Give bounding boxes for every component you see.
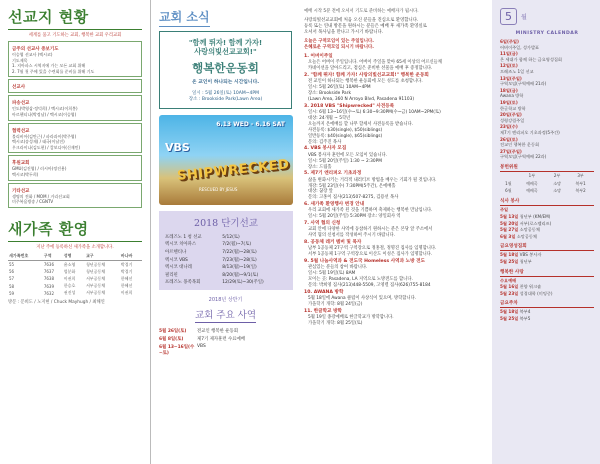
mission-trip-name: 아르헨티나 [165,249,187,255]
list-item-text: VBS 봉사자 [519,252,542,258]
table-cell: 서부공동체 [85,275,106,281]
news-item-line: 서부 1공동체 1구역 구역장으로 이산도 이성은 집사가 임명합니다. [308,252,433,258]
calendar-text: 온 세대가 함께 하는 금요영성집회 [500,56,562,62]
month-label: 월 [521,14,527,21]
news-item [304,309,486,327]
mission-trip-name: 멕시코 대나레 [165,265,192,271]
news-item-head: 9. 5월 나눔사역과 & 전도국 Homeless 사역과 노방 전도 [304,259,426,265]
extra-head: 행복한 사랑 [500,269,594,277]
prayer-rows [500,252,594,264]
event-date: 6월 8일(토) [159,337,184,343]
list-item-text: 청년부 (KM/EM) [519,214,551,220]
mission-block [8,95,142,120]
newcomers-intro: 지난 주에 등록하신 새가족을 소개합니다. [36,244,114,250]
calendar-text: 전교인 행복한 운동회 [500,142,540,148]
news-item-line: 일시: 5월 20일(주일) 1:30 ~ 2:30PM [308,158,382,164]
list-item [500,278,594,284]
news-item-head: 8. 공동체 레거 멤버 및 목자 [304,240,362,246]
event-date: 6월 13~16일(수~토) [159,345,195,357]
news-item-head: 6. 새가족 환영행사 변경 안내 [304,202,365,208]
calendar-entries [500,39,594,160]
news-item-line: 문의: 고홍이 집사(213)507-8275, 김용선 목사 [308,195,399,201]
mission-trip-name: 프레즈노 1 청 선교 [165,234,202,240]
banner-line1: "함께 뛰자! 함께 가자! [188,38,263,47]
table-row [8,290,142,297]
list-item [500,221,594,227]
list-item-text: 찬양 워크숍 [519,284,542,290]
banner-place: 장소 : Brookside Park(Lawn Area) [188,97,263,102]
list-item-date: 5월 23일 [500,290,519,296]
table-cell: 서부공동체 [85,283,106,289]
calendar-date: 19일(토) [500,99,518,105]
news-item [304,259,486,289]
vbs-logo: SHIPWRECKED [176,157,291,184]
year-events-table [159,327,292,357]
table-cell: 7632 [43,290,55,296]
table-cell: 7638 [43,276,55,282]
mission-trip-date: 7/2(월)~7(토) [222,242,252,248]
table-cell: 박경기 [120,261,133,267]
table-cell: 7639 [43,283,55,289]
mission-block-line: 멕시코(박두희) [12,171,39,177]
mission-trip-date: 12/29(토)~30(주일) [222,280,264,286]
offering-col-header: 1부 [528,173,536,179]
mission-block-line: 1. 지아파스 시역지에 가는 모든 교회 위해 [12,63,86,69]
news-item-line: 사전등록: $30(single), $50(siblings) [308,127,383,133]
mission-trip-date: 8/13(월)~19(일) [222,265,257,271]
table-row [165,271,287,279]
table-cell: 이권희 [120,290,133,296]
calendar-date: 12일(토) [500,63,518,69]
calendar-title: MINISTRY CALENDAR [515,31,579,36]
news-item-head: 5. 제7기 엔리퍼오 기초과정 [304,171,362,177]
news-item [304,202,486,220]
news-item-line: 개강: 5월 23일(수) 7:30PM(5주간), 온에배홀 [308,183,396,189]
table-cell: 북부2 [575,187,586,193]
short-term-table [165,233,287,286]
newcomers-table [8,253,142,297]
table-row [8,260,142,268]
table-cell: 예배곡 [526,187,538,193]
list-item [500,207,594,213]
list-item-date: 5월 18일 [500,252,519,258]
list-item-text: 청년부 [519,259,532,264]
mission-trip-date: 5/12(토) [222,234,240,240]
year-events-title: 교회 주요 사역 [195,307,256,323]
banner-line2: 사랑의빛선교교회!" [194,47,257,56]
short-term-mission-box [159,211,293,290]
calendar-entry [500,124,594,135]
newcomers-col-header: 교구 [85,253,120,261]
mission-block-head: 파송선교 [12,101,30,107]
mission-trip-name: 필리핀 [165,272,178,278]
list-item-text: 소망공동체 [516,233,537,239]
news-item-line: 우리 교회에 새가족 된 것을 기쁨하며 축제하는 행복한 만남입니다. [308,208,433,214]
table-cell: 엄분화 [63,268,76,274]
mission-block [8,41,142,77]
table-cell: 56 [9,269,15,275]
list-item-date: 5월 25일 [500,259,519,264]
mission-block [8,183,142,208]
calendar-date: 27일(주일) [500,148,522,154]
table-cell: 예배곡 [526,180,538,186]
table-cell: 한승호 [63,283,76,289]
news-item-line: 일시: 5월 26일(토) 10AM~4PM [308,85,371,91]
news-item-line: 일시: 5월 19일(토) 8AM [308,271,356,277]
table-cell: 6월 [505,187,512,193]
news-item-line: 교회 안에 다양한 사역에 동참하기 원하시는 분은 본당 앞 주소에서 [308,227,433,233]
worship-notice: 예배 시작 5분 전에 오셔서 기도로 준비하는 예배자가 됩시다. [304,9,419,14]
calendar-text: 어버이주일, 성가발표 [500,44,540,50]
table-row [8,282,142,289]
news-item-line: 문의: 김주진 목사 [308,139,342,145]
table-cell: 이권희 [63,275,76,281]
list-item [500,227,594,233]
year-events-sub: 2018년 상반기 [208,297,243,304]
news-item-line: 남부 1공동체 27구역 구역장으로 정홍철, 정명진 집사를 임명합니다. [308,246,437,252]
event-name: 전교인 행복한 운동회 [197,329,238,335]
calendar-text: 제7기 엔리퍼오 기초과정(5주간) [500,129,560,135]
news-item-line: 5월 18일에 Awana 클럽이 사상식이 있으며, 방학합니다. [308,296,417,302]
calendar-text: 구역모임(구역예배 22과) [500,154,547,160]
table-cell: 권진성 [63,290,76,296]
news-item-line: 일시: 6월 13~16일(수~토) 6:30~9:30PM(수~금) 10AM~2PM(토) [308,110,441,116]
calendar-entry [500,112,594,123]
table-row [165,263,287,271]
mission-trip-date: 7/23(월)~28(토) [222,257,257,263]
table-row [8,268,142,275]
table-cell: 57 [9,276,15,282]
mission-block-head: 금주의 선교사 중보기도 [12,47,59,52]
notice-line: 오늘은 구역모임이 있는 주일입니다. [304,39,374,44]
mission-block-line: 미주복음방송 / CGNTV [12,199,54,205]
table-row [165,233,287,241]
list-item-date: 5월 13일 [500,214,519,220]
calendar-date: 26일(토) [500,136,518,142]
table-row [8,275,142,282]
mission-block-line: 이승엽 선교사 (엑시코) [12,52,53,57]
news-item [304,54,486,72]
small-group-notice [304,39,486,51]
event-name: 제7기 제자훈련 수료예배 [197,337,245,343]
mission-block-line: 우크라이나(김도현) / 캄보디아(신재민) [12,144,81,150]
news-item-head: 3. 2018 VBS "Shipwrecked" 사전등록 [304,103,395,109]
mission-blocks [8,41,142,208]
news-item [304,240,486,258]
table-cell: 청년공동체 [85,261,106,267]
news-item-line: 모이는 곳: Pasadena, LA 지역으로 노방전도를 합니다. [308,277,413,283]
offering-col-header: 2부 [553,173,561,179]
offering-col-header [500,173,517,180]
vbs-label: VBS [165,141,190,154]
list-item-text: 북부4 [519,309,531,315]
calendar-date: 6일(주일) [500,39,519,44]
table-row [159,343,292,357]
mission-block-line: 멕시코(송성재) / 태국(이남진) [12,139,65,145]
welcome-line: 오셔서 목사님을 만나고 가시기 바랍니다. [304,30,384,35]
news-item-line: 오늘은 어버이 주일입니다. 어버이 주일을 맞아 65세 이상의 어르신들께 [308,60,442,66]
table-row [165,241,287,249]
mission-block-head: 협력선교 [12,128,30,134]
short-term-title: 2018 단기선교 [194,218,258,229]
list-item-date: 수요예배 [500,277,517,283]
list-item [500,214,594,220]
news-item-head: 11. 한글학교 방학 [304,309,342,315]
mission-block-line: 아르헨티나(박정남) / 멕시코(이승엽) [12,111,77,117]
calendar-entry [500,149,594,160]
table-cell: 서부공동체 [85,290,106,296]
calendar-text: 성령강림주일 [500,117,525,123]
news-item-line: 5월 19일 종강예배로 한글학교가 방학합니다. [308,315,394,321]
news-item-head: 2. "함께 뛰자! 함께 가자! 사랑의빛선교교회!" 행복한 운동회 [304,73,429,79]
month-number: 5 [500,8,517,25]
calendar-entry [500,51,594,62]
mission-trip-name: 프레즈노 몽족목회 [165,280,201,286]
table-row [500,180,594,187]
news-item-head: 4. VBS 봉사자 모집 [304,146,347,152]
mission-block-line: GMU(김진엽) / 러시아(정진용) [12,166,67,172]
news-item [304,290,486,308]
newcomers-col-header: 새가족번호 [8,253,43,261]
mission-header [8,6,142,30]
news-item-line: 사역 협의 신청서를 작성하여 주시기 바랍니다. [308,233,396,239]
ministry-calendar [492,0,600,464]
table-cell: 소망 [553,187,561,193]
prayer-head: 금요영성집회 [500,243,594,251]
news-item-line: VBS 봉사자 훈련에 모든 모임이 있습니다. [308,152,387,158]
calendar-text: 프레즈노 1일 선교 [500,68,534,74]
table-cell: 북부1 [575,180,586,186]
news-item-head: 1. 어버이주일 [304,54,333,59]
table-cell: 55 [9,262,15,267]
list-item-date: 5월 25일 [500,315,519,321]
mission-trip-date: 7/22(월)~28(토) [222,249,257,255]
news-item-line: 전 교인이 하나되는 행복한 운동회에 모든 성도를 초청합니다. [308,79,423,85]
newcomers-col-header: 구역 [43,253,63,261]
parking-head: 금요주차 [500,300,594,308]
mission-block-line: 볼리비아(김만근) / 파라과이(박주엽) [12,133,77,139]
table-row [165,256,287,264]
calendar-text: 구역모임(구역예배 21과) [500,81,547,87]
banner-subtitle: 온 교인이 하나되는 시간입니다. [191,80,260,85]
list-item-text: 북부5 [519,315,531,321]
event-name: VBS [197,344,206,350]
calendar-entry [500,137,594,148]
mission-trip-name: 멕시코 치아파스 [165,242,197,248]
list-item-date: 5월 20일 [500,220,519,226]
news-item-line: 삶을 변화시키는 거리적 내러티브 방법을 배우는 기회가 될 것입니다. [308,177,437,183]
list-item [500,259,594,265]
list-item [500,284,594,290]
year-events-header [159,296,292,323]
calendar-entry [500,100,594,111]
table-cell: 윤소영 [63,261,76,267]
mission-column [0,0,150,464]
mission-trip-name: 멕시코 VBS [165,257,188,263]
list-item-text: 서부(로스펠리즈) [519,220,552,226]
list-item [500,316,594,322]
mission-block [8,79,142,93]
meal-rows [500,207,594,239]
news-item-line: 대상: 24개월 ~ 5학년 [308,115,351,121]
newcomers-col-header: 성명 [63,253,85,261]
list-item-text: 소망공동체 [519,227,540,233]
visitor-line: 방문 : 문희도 / 노지현 / Chuck Mayhugh / 최해연 [8,299,105,305]
news-item-line: 관심있는 분들의 참여 바랍니다. [308,265,368,271]
event-date: 5월 26일(토) [159,329,187,335]
table-row [159,335,292,343]
parking-rows [500,309,594,321]
table-cell: 박경기 [120,268,133,274]
mission-block-head: 기타선교 [12,188,30,194]
mission-block-head: 선교사 [12,85,26,91]
news-item [304,73,486,103]
list-item-text: 성경대학 (미팅중) [519,290,553,296]
table-row [500,187,594,194]
news-item [304,221,486,239]
news-item-line: 가을학기 개학: 8월 25일(토) [308,321,363,327]
table-row [165,279,287,287]
calendar-entry [500,76,594,87]
welcome-line: 등록 또는 연내 방문을 원하시는 분들은 예배 후 새가족 환영실로 [304,24,427,29]
news-graphics-column [150,0,298,464]
mission-block [8,155,142,180]
news-item-line: 대상: 꿈장 앞 [308,189,333,195]
calendar-entry [500,39,594,50]
mission-intro: 세계를 품고 기도하는 교회, 행복한 교회 우리교회 [28,33,122,38]
sports-day-banner [159,31,292,109]
mission-trip-date: 8/20(월)~9/1(토) [222,272,259,278]
mission-block-line: 생명의 전화 / MOM / 거리선교회 [12,193,70,199]
mission-block-line: 기도제목 [12,57,28,63]
banner-date: 일시 : 5월 26일(토) 10AM~4PM [192,91,259,96]
calendar-date: 13일(주일) [500,75,522,81]
list-item-date: 6월 3일 [500,233,516,239]
newcomers-title: 새가족 환영 [8,219,89,238]
news-item [304,104,486,146]
table-row [165,248,287,256]
table-cell: 한혜선 [120,283,133,289]
list-item-date: 5월 18일 [500,309,519,315]
news-item-head: 10. AWANA 방학 [304,290,344,296]
list-item [500,234,594,240]
news-item-line: 장소: 드림홀 [308,164,332,170]
newcomers-col-header: 바나바 [120,253,142,261]
list-item [500,291,594,297]
news-item [304,146,486,170]
month-header [500,8,594,25]
calendar-date: 18일(금) [500,87,518,93]
list-item-date: 5월 16일 [500,284,519,290]
calendar-date: 11일(금) [500,51,518,57]
news-item-line: (Lawn Area, 360 N Arroyo Blvd, Pasadena 91103) [308,96,415,102]
calendar-text: Awana 방학 [500,93,524,99]
news-items [304,54,486,327]
table-cell: 청년공동체 [85,268,106,274]
table-cell: 7637 [43,269,55,275]
welcome-line: 사랑의빛선교교회에 처음 오신 분들을 진심으로 환영합니다. [304,18,419,23]
offering-head: 봉헌위원 [500,164,594,172]
list-item-date: 주일 [500,207,509,213]
mission-title: 선교지 현황 [8,8,89,26]
news-item-head: 7. 사역 협의 신청 [304,221,341,227]
vbs-tagline: RESCUED BY JESUS [199,187,238,192]
extra-rows [500,278,594,297]
vbs-poster-image [159,115,293,205]
news-item-line: 오늘까지 온에배를 할 나무 할세서 사전등록을 받습니다. [308,121,414,127]
table-cell: 58 [9,283,15,289]
offering-table [500,173,594,195]
welcome-paragraph [304,18,486,36]
mission-block-line: 2. 7월 첫 주에 있을 수련회를 준비를 위해 기도 [12,68,95,74]
calendar-entry [500,63,594,74]
meal-head: 식사 봉사 [500,198,594,206]
table-cell: 한혜선 [120,275,133,281]
news-item-line: 문의: 박희영 집사(213)448-5509, 고영렬 집사(626)755-8184 [308,283,431,289]
newcomers-header [8,218,142,242]
notice-line: 은혜로운 구역모임 되시기 바랍니다. [304,45,374,50]
offering-col-header: 3부 [577,173,584,179]
table-cell: 7636 [43,262,55,267]
mission-block-line: 인도(박영삼·정덕희) / 멕시코(이희봉) [12,106,78,112]
vbs-dates: 6.13 WED - 6.16 SAT [216,121,285,128]
mission-block [8,123,142,154]
news-title: 교회 소식 [159,8,210,27]
news-item-line: 일반등록: $40(single), $65(siblings) [308,133,383,139]
list-item [500,252,594,258]
calendar-entry [500,88,594,99]
table-cell: 1월 [505,180,512,186]
table-cell: 59 [9,290,15,296]
news-item-line: 가을학기 개학: 8월 24일(금) [308,302,363,308]
banner-title: 행복한운동회 [192,61,259,75]
calendar-text: 한글학교 방학 [500,105,526,111]
news-text-column [298,0,492,464]
calendar-date: 20일(주일) [500,112,522,118]
news-item-line: 장소: Brookside Park [308,91,351,97]
calendar-date: 23일(수) [500,124,518,130]
news-item [304,171,486,201]
list-item-date: 5월 27일 [500,227,519,233]
news-item-line: 카네이션을 달아드리고, 점심은 준비한 선물을 예배 후 증정합니다. [308,66,433,72]
news-item-line: 일시: 5월 20일(주일) 5:30PM 장소: 양일회사 역 [308,214,401,220]
table-cell: 소망 [553,180,561,186]
table-row [159,327,292,335]
mission-block-head: 후원교회 [12,161,30,167]
list-item [500,309,594,315]
